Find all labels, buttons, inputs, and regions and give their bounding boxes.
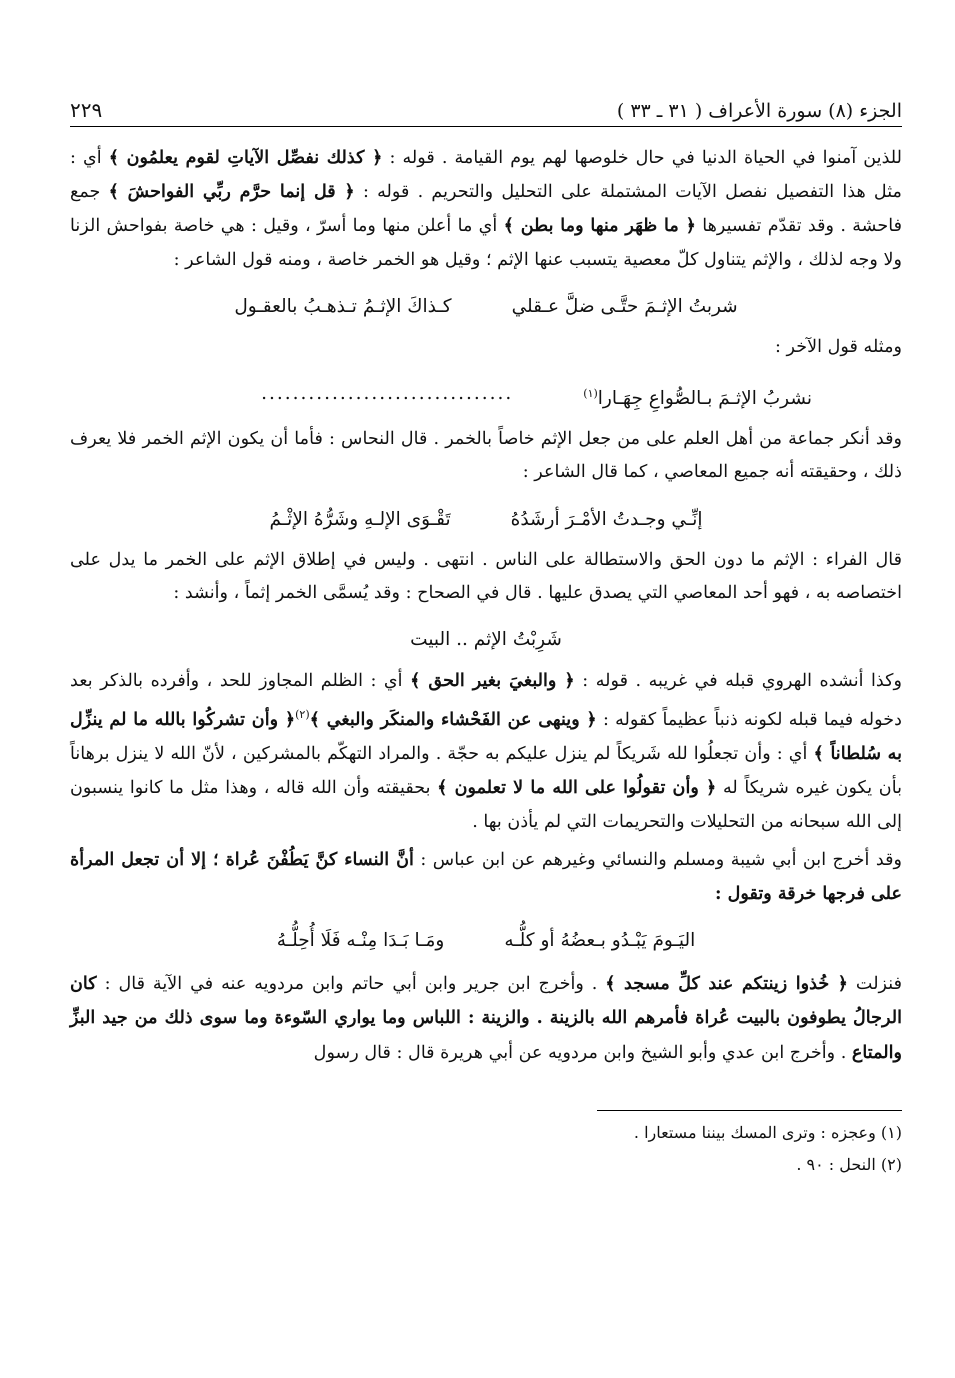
page-body — [70, 127, 902, 1070]
footnote: (١) وعجزه : وترى المسك بيننا مستعارا . — [633, 1122, 902, 1142]
text-run: للذين آمنوا في الحياة الدنيا في حال خلوصها لهم يوم القيامة . قوله : — [382, 148, 902, 168]
poetry-verse — [70, 376, 902, 417]
verse-text: نشربُ الإثـمَ بـالصُّواعِ جِهَـارا — [597, 388, 812, 410]
paragraph: قال الفراء : الإثم ما دون الحق والاستطالة على الناس . انتهى . وليس في إطلاق الإثم على الخمر ما يدل على اختصاصه به ، فهو أحد المعاصي التي يصدق عليها . قال في الصحاح : وقد يُسمَّى الخمر إثماً ، وأنشد : — [70, 549, 902, 603]
quran-quote: ﴿ وأن تقولُوا على الله ما لا تعلمون ﴾ — [437, 777, 717, 799]
footnote-marker: (١) — [583, 387, 598, 401]
book-page — [70, 88, 902, 1181]
hadith-quote: أنَّ النساء كنَّ يَطُفْنَ عُراة ؛ إلا أن تجعل المرأة على فرجها خرقة وتقول : — [70, 848, 902, 905]
poetry-verse — [70, 923, 902, 959]
poetry-verse — [70, 502, 902, 538]
verse-hemistich: شربتُ الإثـمَ حتَّـى ضلَّ عـقلي — [511, 295, 738, 317]
text-run: فنزلت — [848, 974, 902, 995]
verse-hemistich: شَرِبْتُ الإثم .. البيت — [410, 628, 562, 650]
poetry-verse — [70, 622, 902, 658]
verse-hemistich: ومَـا بَـدَا مِنْـه فَلَا أُحِلُّـهُ — [276, 930, 445, 952]
footnote: (٢) النحل : ٩٠ . — [796, 1154, 902, 1174]
verse-hemistich: كـذاكَ الإثـمُ تـذهـبُ بالعقـول — [234, 295, 452, 317]
paragraph — [70, 664, 902, 839]
text-run: أي : مثل هذا التفصيل نفصل الآيات المشتملة على التحليل والتحريم . قوله : — [70, 148, 902, 203]
text-run: . وأخرج ابن عدي وأبو الشيخ وابن مردويه عن أبي هريرة قال : قال رسول — [313, 1042, 852, 1063]
paragraph: وقد أنكر جماعة من أهل العلم على من جعل الإثم خاصاً بالخمر . قال النحاس : فأما أن يكون الإثم الخمر فلا يعرف ذلك ، وحقيقته أنه جميع المعاصي ، كما قال الشاعر : — [70, 429, 902, 483]
quran-quote: ﴿ قل إنما حرَّم ربِّي الفواحشَ ﴾ — [108, 181, 355, 203]
text-run: . وأخرج ابن جرير وابن أبي حاتم وابن مردويه عنه في الآية قال : — [96, 974, 606, 995]
paragraph — [70, 843, 902, 911]
quran-quote: ﴿ وأن تشركُوا بالله ما لم ينزِّل به سُلطاناً ﴾ — [70, 709, 902, 765]
text-run: بحقيقته وأن الله قاله ، وهذا مثل ما كانوا ينسبون إلى الله سبحانه من التحليلات والتحريمات التي لم يأذن بها . — [70, 778, 902, 832]
text-run: أي : الظلم المجاوز للحد ، وأفرده بالذكر بعد دخوله فيما قبله لكونه ذنباً عظيماً كقوله : — [70, 670, 902, 731]
running-title: الجزء (٨) سورة الأعراف ( ٣١ ـ ٣٣ ) — [616, 100, 902, 122]
verse-hemistich: تَقْـوَى الإلـهِ وشَرُّهُ الإثْـمُ — [269, 508, 451, 530]
footnote-marker: (٢) — [295, 708, 310, 722]
quran-quote: ﴿ وينهى عن الفَحْشاء والمنكَر والبغي ﴾ — [309, 709, 597, 731]
footnotes — [70, 1111, 902, 1181]
text-run: وقد أخرج ابن أبي شيبة ومسلم والنسائي وغيرهم عن ابن عباس : — [413, 849, 902, 870]
paragraph — [70, 967, 902, 1070]
paragraph — [70, 141, 902, 277]
verse-hemistich — [583, 376, 812, 417]
quran-quote: ﴿ خُذوا زينتكم عند كلِّ مسجد ﴾ — [605, 973, 848, 995]
text-run: جمع فاحشة . وقد تقدّم تفسيرها — [70, 182, 902, 237]
omitted-hemistich: ................................ — [261, 383, 514, 405]
page-number: ٢٢٩ — [70, 98, 103, 122]
hadith-quote: كان الرجالُ يطوفون بالبيت عُراة فأمرهم الله بالزينة . والزينة : اللباس وما يواري السّوءة وما سوى ذلك من جيد البزِّ والمتاع — [70, 973, 902, 1063]
quran-quote: ﴿ والبغيَ بغير الحق ﴾ — [410, 669, 575, 691]
text-run: أي : وأن تجعلُوا لله شَريكاً لم ينزل عليكم به حجّة . والمراد التهكّم بالمشركين ، لأنّ الله لا ينزل برهاناً بأن يكون غيره شريكاً له — [70, 744, 902, 799]
text-run: وكذا أنشده الهروي قبله في غريبه . قوله : — [574, 670, 902, 691]
quran-quote: ﴿ كذلك نفصِّل الآياتِ لقوم يعلمُون ﴾ — [108, 147, 383, 168]
paragraph: ومثله قول الآخر : — [775, 336, 902, 357]
verse-hemistich: إنِّـي وجـدتُ الأمْـرَ أرشَدُهُ — [510, 508, 703, 530]
poetry-verse — [70, 289, 902, 325]
text-run: أي ما أعلن منها وما أسرّ ، وقيل : هي خاصة بفواحش الزنا ولا وجه لذلك ، والإثم يتناول كلّ معصية يتسبب عنها الإثم ؛ وقيل هو الخمر خاصة ، ومنه قول الشاعر : — [70, 216, 902, 270]
verse-hemistich: اليَـومَ يَبْـدُو بـعضُهُ أو كلُّـه — [504, 930, 696, 952]
page-header — [70, 88, 902, 127]
quran-quote: ﴿ ما ظهَر منها وما بطن ﴾ — [503, 215, 696, 237]
